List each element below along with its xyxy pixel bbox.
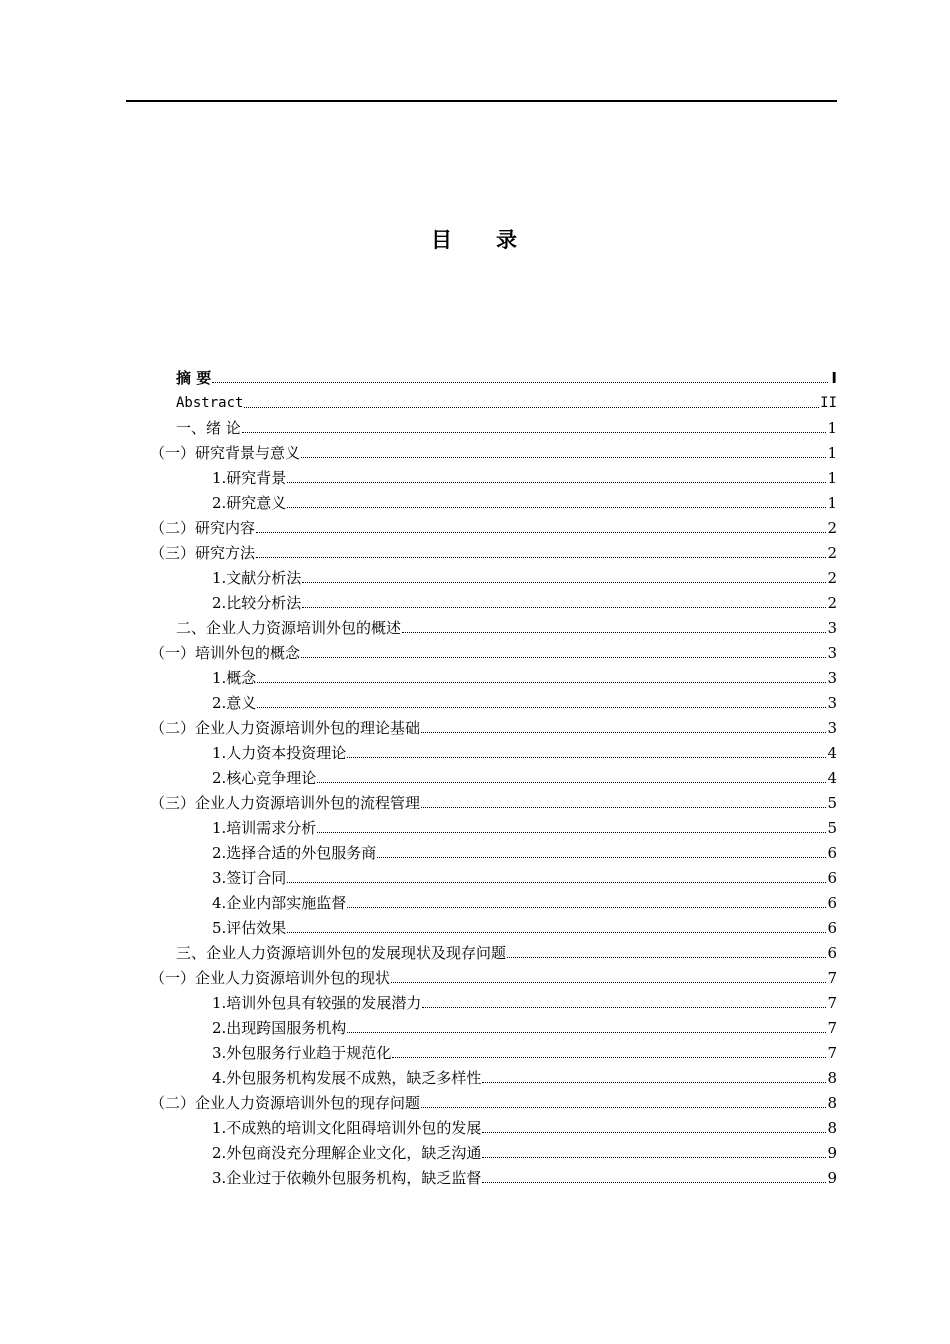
toc-entry[interactable]: [212, 889, 837, 913]
toc-leader: [392, 1057, 826, 1058]
toc-page-number: 8: [827, 1069, 837, 1087]
toc-page-number: 9: [827, 1169, 837, 1187]
toc-entry[interactable]: [212, 1064, 837, 1088]
toc-page-number: 7: [827, 1019, 837, 1037]
toc-entry-label: Abstract: [176, 395, 244, 411]
toc-entry-label: 2.选择合适的外包服务商: [212, 844, 377, 862]
toc-leader: [482, 1182, 826, 1183]
toc-leader: [244, 407, 819, 408]
toc-entry-label: 2.外包商没充分理解企业文化，缺乏沟通: [212, 1144, 482, 1162]
toc-page-number: 5: [827, 819, 837, 837]
toc-entry[interactable]: [212, 1139, 837, 1163]
toc-entry[interactable]: [176, 414, 837, 438]
toc-entry[interactable]: [150, 1089, 837, 1113]
toc-leader: [482, 1132, 826, 1133]
toc-entry-label: 三、企业人力资源培训外包的发展现状及现存问题: [176, 944, 507, 962]
toc-entry[interactable]: [212, 664, 837, 688]
toc-leader: [302, 582, 826, 583]
toc-page-number: 8: [827, 1119, 837, 1137]
toc-entry-label: 2.核心竞争理论: [212, 769, 317, 787]
toc-leader: [257, 682, 826, 683]
toc-entry[interactable]: [212, 739, 837, 763]
toc-leader: [287, 507, 826, 508]
toc-entry[interactable]: [150, 789, 837, 813]
toc-leader: [347, 1032, 826, 1033]
toc-page-number: 2: [827, 569, 837, 587]
toc-leader: [422, 1007, 826, 1008]
toc-entry[interactable]: [212, 564, 837, 588]
toc-entry-label: 1.研究背景: [212, 469, 287, 487]
toc-page-number: 7: [827, 969, 837, 987]
toc-entry[interactable]: [212, 1114, 837, 1138]
toc-entry[interactable]: [150, 714, 837, 738]
toc-leader: [482, 1082, 826, 1083]
toc-page-number: II: [820, 395, 837, 411]
toc-entry[interactable]: [212, 989, 837, 1013]
toc-leader: [212, 382, 828, 383]
toc-entry[interactable]: [176, 614, 837, 638]
toc-entry[interactable]: [212, 914, 837, 938]
header-rule: [126, 100, 837, 102]
toc-entry[interactable]: [212, 464, 837, 488]
toc-page-number: 6: [827, 844, 837, 862]
toc-page-number: 6: [827, 919, 837, 937]
toc-entry-label: 3.企业过于依赖外包服务机构，缺乏监督: [212, 1169, 482, 1187]
toc-leader: [287, 882, 826, 883]
toc-entry-label: （三）研究方法: [150, 544, 256, 562]
toc-entry-label: 1.培训需求分析: [212, 819, 317, 837]
toc-page-number: 3: [827, 694, 837, 712]
toc-entry[interactable]: [212, 589, 837, 613]
toc-entry-abstract-en[interactable]: [176, 389, 837, 413]
toc-entry-label: 1.不成熟的培训文化阻碍培训外包的发展: [212, 1119, 482, 1137]
toc-entry[interactable]: [212, 864, 837, 888]
toc-page-number: 1: [827, 444, 837, 462]
toc-entry-label: 二、企业人力资源培训外包的概述: [176, 619, 402, 637]
toc-page-number: 3: [827, 644, 837, 662]
toc-entry-label: （一）培训外包的概念: [150, 644, 301, 662]
toc-page-number: 9: [827, 1144, 837, 1162]
toc-leader: [317, 832, 826, 833]
toc-page-number: 8: [827, 1094, 837, 1112]
toc-entry-label: （二）企业人力资源培训外包的现存问题: [150, 1094, 421, 1112]
toc-page-number: 2: [827, 594, 837, 612]
toc-leader: [421, 732, 826, 733]
toc-entry-label: 1.文献分析法: [212, 569, 302, 587]
toc-entry[interactable]: [150, 964, 837, 988]
toc-leader: [391, 982, 826, 983]
toc-leader: [256, 532, 826, 533]
toc-entry[interactable]: [212, 1164, 837, 1188]
toc-leader: [317, 782, 826, 783]
toc-entry-label: 3.外包服务行业趋于规范化: [212, 1044, 392, 1062]
toc-entry-label: （一）研究背景与意义: [150, 444, 301, 462]
toc-leader: [507, 957, 826, 958]
toc-entry-label: （二）企业人力资源培训外包的理论基础: [150, 719, 421, 737]
toc-leader: [302, 607, 826, 608]
toc-entry[interactable]: [212, 689, 837, 713]
toc-entry-label: 5.评估效果: [212, 919, 287, 937]
toc-entry-label: 2.研究意义: [212, 494, 287, 512]
toc-leader: [421, 1107, 826, 1108]
toc-page-number: 3: [827, 669, 837, 687]
toc-leader: [347, 757, 826, 758]
toc-leader: [287, 932, 826, 933]
toc-entry-abstract-cn[interactable]: [176, 364, 837, 388]
toc-entry[interactable]: [212, 1014, 837, 1038]
toc-leader: [287, 482, 826, 483]
toc-page-number: 1: [827, 494, 837, 512]
toc-leader: [301, 657, 826, 658]
toc-page-number: I: [831, 369, 837, 387]
toc-entry-label: 3.签订合同: [212, 869, 287, 887]
toc-page-number: 7: [827, 1044, 837, 1062]
toc-entry[interactable]: [176, 939, 837, 963]
toc-entry-label: 4.企业内部实施监督: [212, 894, 347, 912]
toc-page-number: 6: [827, 869, 837, 887]
toc-title-right: 录: [496, 228, 519, 252]
toc-leader: [377, 857, 826, 858]
toc-leader: [301, 457, 826, 458]
toc-entry[interactable]: [212, 814, 837, 838]
toc-entry[interactable]: [212, 839, 837, 863]
toc-leader: [242, 432, 827, 433]
toc-title: [0, 224, 950, 254]
toc-entry-label: 1.人力资本投资理论: [212, 744, 347, 762]
toc-entry[interactable]: [212, 1039, 837, 1063]
toc-entry-label: 摘 要: [176, 369, 212, 387]
toc-page-number: 2: [827, 544, 837, 562]
toc-entry-label: 2.出现跨国服务机构: [212, 1019, 347, 1037]
toc-entry-label: 2.意义: [212, 694, 257, 712]
toc-page-number: 2: [827, 519, 837, 537]
toc-entry-label: （二）研究内容: [150, 519, 256, 537]
toc-page-number: 5: [827, 794, 837, 812]
toc-page-number: 6: [827, 894, 837, 912]
toc-leader: [257, 707, 826, 708]
toc-entry[interactable]: [212, 489, 837, 513]
toc-page-number: 1: [827, 469, 837, 487]
toc-page-number: 3: [827, 619, 837, 637]
toc-leader: [347, 907, 826, 908]
toc-entry-label: 4.外包服务机构发展不成熟，缺乏多样性: [212, 1069, 482, 1087]
toc-entry[interactable]: [150, 439, 837, 463]
toc-entry-label: （三）企业人力资源培训外包的流程管理: [150, 794, 421, 812]
toc-entry[interactable]: [212, 764, 837, 788]
toc-leader: [482, 1157, 826, 1158]
toc-page-number: 7: [827, 994, 837, 1012]
toc-leader: [421, 807, 826, 808]
toc-leader: [256, 557, 826, 558]
toc-page-number: 4: [827, 769, 837, 787]
toc-entry[interactable]: [150, 514, 837, 538]
toc-leader: [402, 632, 826, 633]
toc-page-number: 6: [827, 944, 837, 962]
toc-entry[interactable]: [150, 539, 837, 563]
toc-page-number: 3: [827, 719, 837, 737]
toc-page-number: 1: [827, 419, 837, 437]
toc-entry-label: （一）企业人力资源培训外包的现状: [150, 969, 391, 987]
toc-entry-label: 1.概念: [212, 669, 257, 687]
toc-page-number: 4: [827, 744, 837, 762]
toc-entry-label: 一、绪 论: [176, 419, 241, 437]
toc-entry[interactable]: [150, 639, 837, 663]
toc-title-left: 目: [431, 228, 454, 252]
toc-entry-label: 2.比较分析法: [212, 594, 302, 612]
toc-entry-label: 1.培训外包具有较强的发展潜力: [212, 994, 422, 1012]
